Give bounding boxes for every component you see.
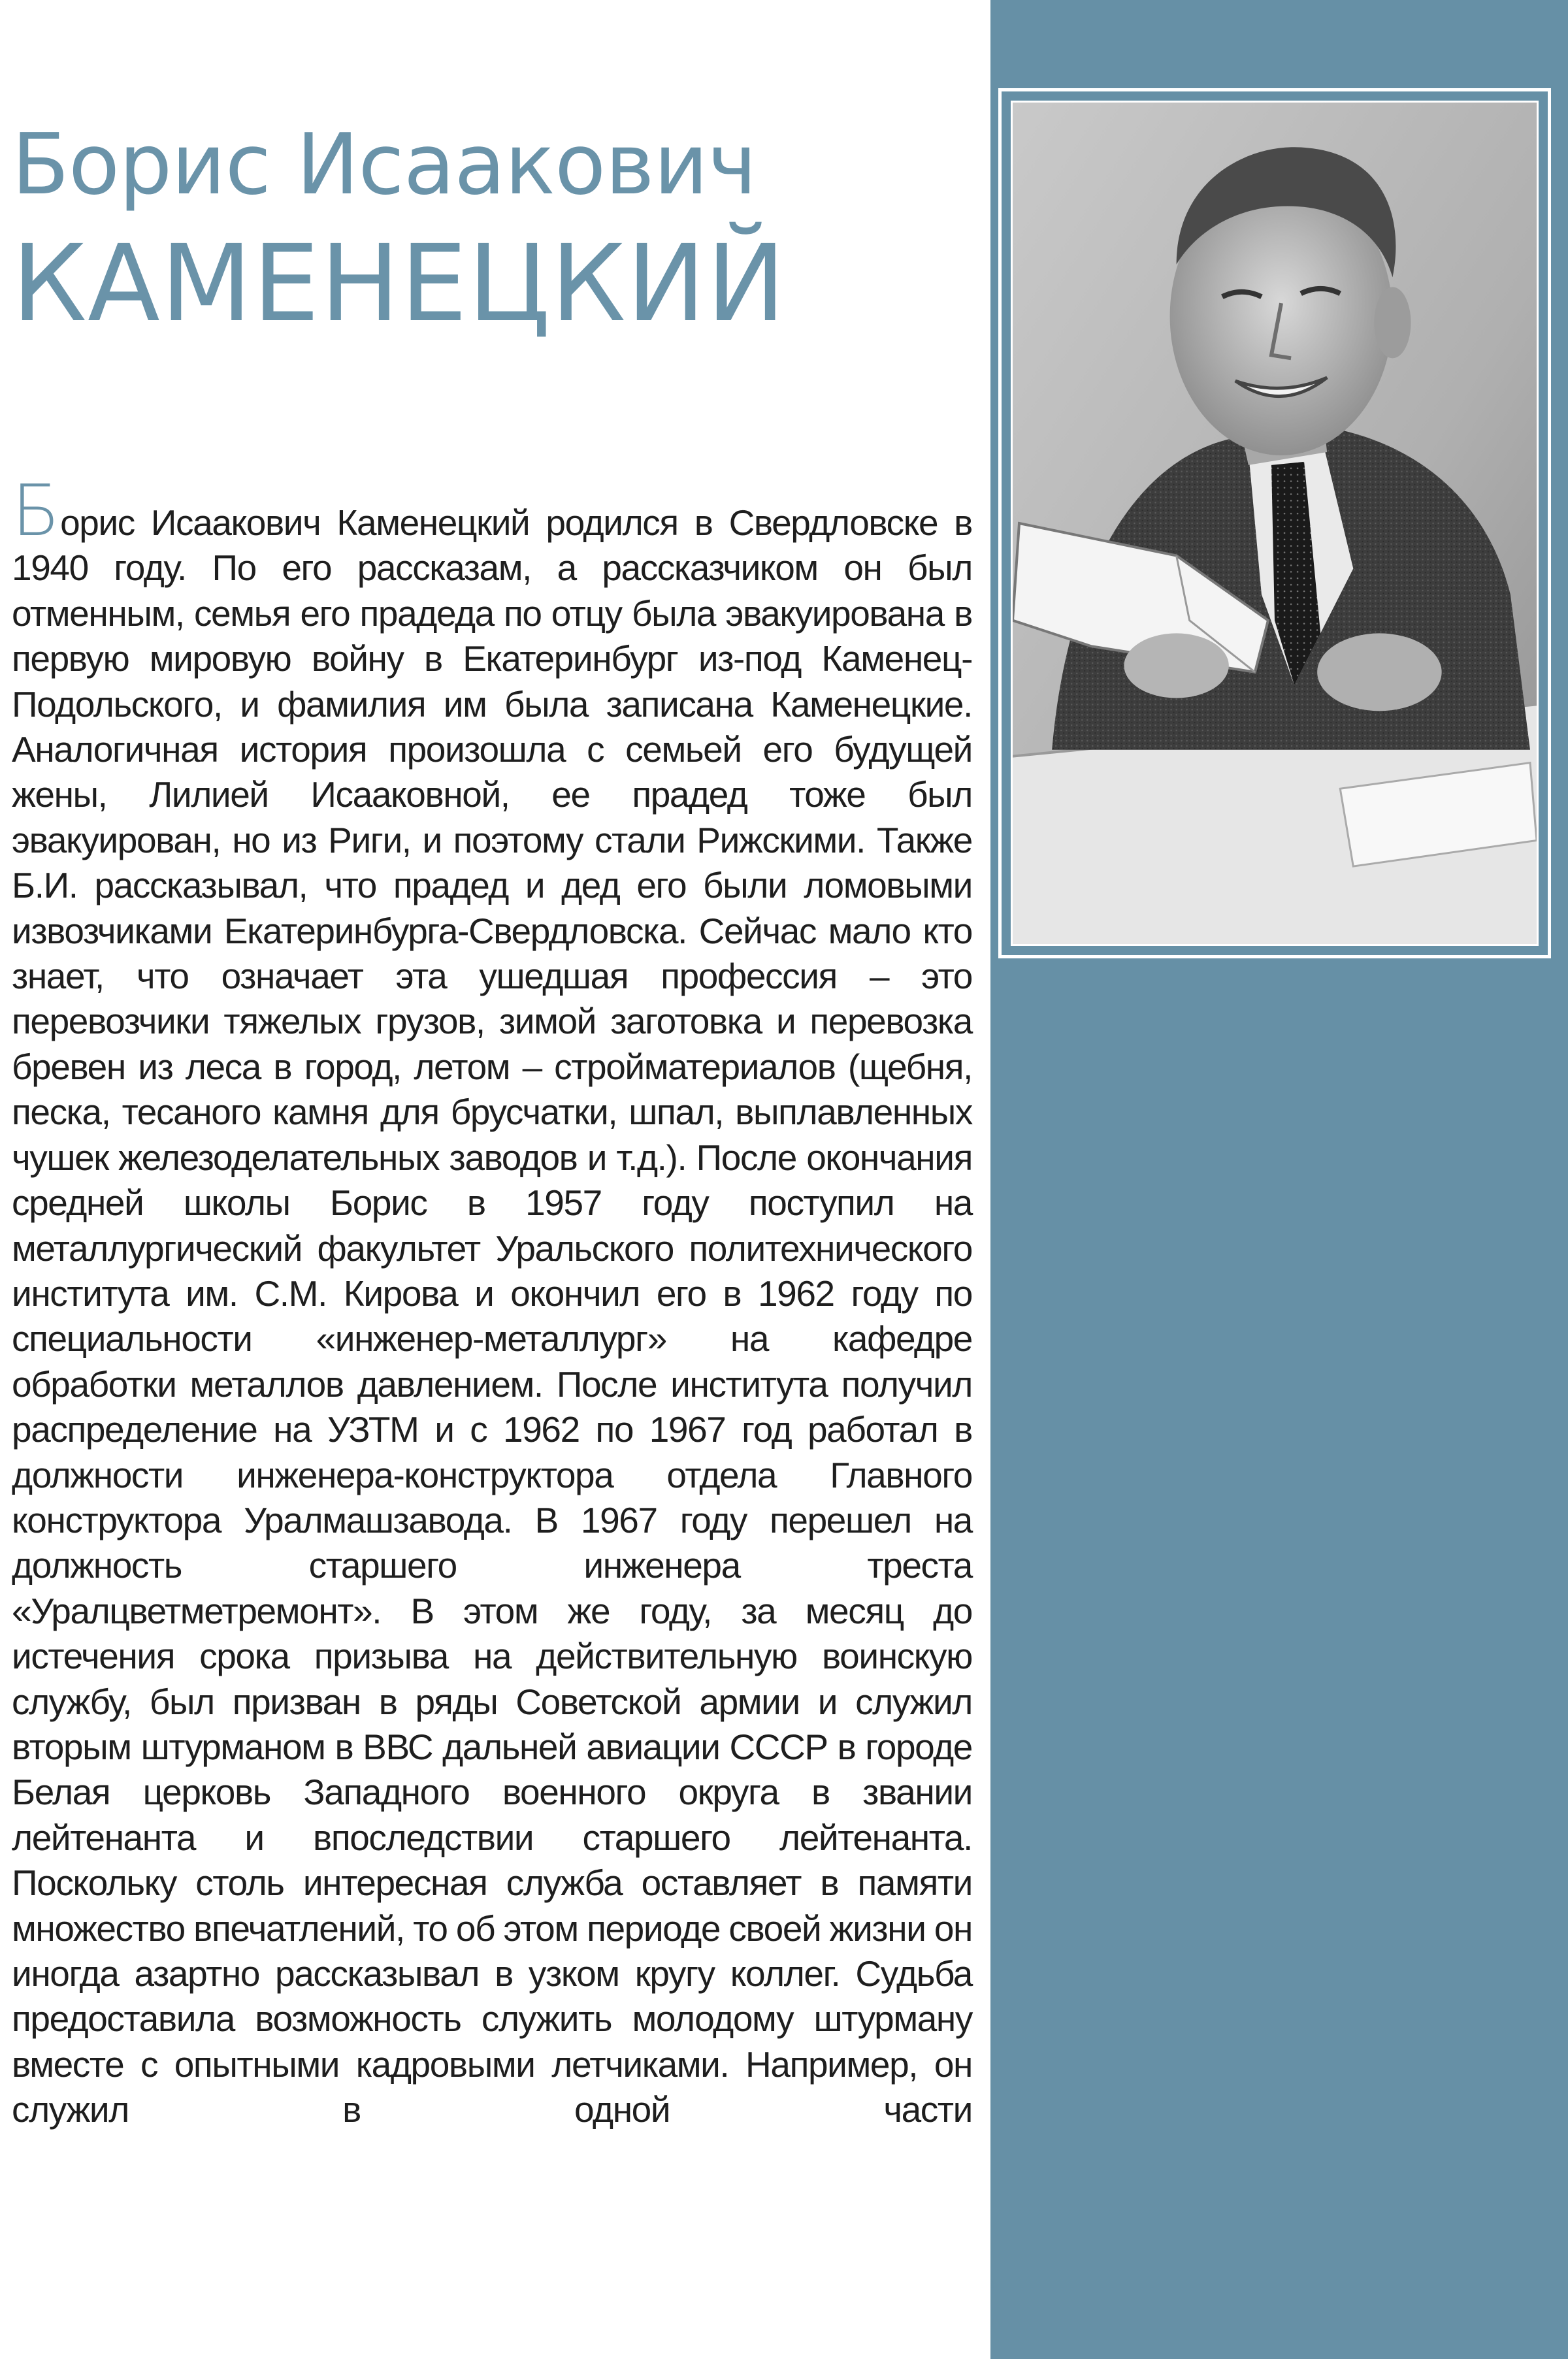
biography-text bbox=[12, 470, 972, 2133]
photo-frame bbox=[998, 88, 1551, 958]
portrait-illustration bbox=[1013, 103, 1537, 944]
portrait-photo-icon bbox=[1011, 101, 1539, 946]
first-name-heading: Борис Исаакович bbox=[12, 116, 757, 214]
last-name-heading: КАМЕНЕЦКИЙ bbox=[12, 223, 787, 346]
drop-cap: Б bbox=[12, 470, 61, 552]
biography-body: орис Исаакович Каменецкий родился в Свердловске в 1940 году. По его рассказам, а рассказчиком он был отменным, семья его прадеда по отцу была эвакуирована в первую мировую войну в Екатеринбург из-под Каменец-Подольского, и фамилия им была записана Каменецкие. Аналогичная история произошла с семьей его будущей жены, Лилией Исааковной, ее прадед тоже был эвакуирован, но из Риги, и поэтому стали Рижскими. Также Б.И. рассказывал, что прадед и дед его были ломовыми извозчиками Екатеринбурга-Свердловска. Сейчас мало кто знает, что означает эта ушедшая профессия – это перевозчики тяжелых грузов, зимой заготовка и перевозка бревен из леса в город, летом – стройматериалов (щебня, песка, тесаного камня для брусчатки, шпал, выплавленных чушек железоделательных заводов и т.д.). После окончания средней школы Борис в 1957 году поступил на металлургический факультет Уральского политехнического института им. С.М. Кирова и окончил его в 1962 году по специальности «инженер-металлург» на кафедре обработки металлов давлением. После института получил распределение на УЗТМ и с 1962 по 1967 год работал в должности инженера-конструктора отдела Главного конструктора Уралмашзавода. В 1967 году перешел на должность старшего инженера треста «Уралцветметремонт». В этом же году, за месяц до истечения срока призыва на действительную воинскую службу, был призван в ряды Советской армии и служил вторым штурманом в ВВС дальней авиации СССР в городе Белая церковь Западного военного округа в звании лейтенанта и впоследствии старшего лейтенанта. Поскольку столь интересная служба оставляет в памяти множество впечатлений, то об этом периоде своей жизни он иногда азартно рассказывал в узком кругу коллег. Судьба предоставила возможность служить молодому штурману вместе с опытными кадровыми летчиками. Например, он служил в одной части bbox=[12, 502, 972, 2130]
